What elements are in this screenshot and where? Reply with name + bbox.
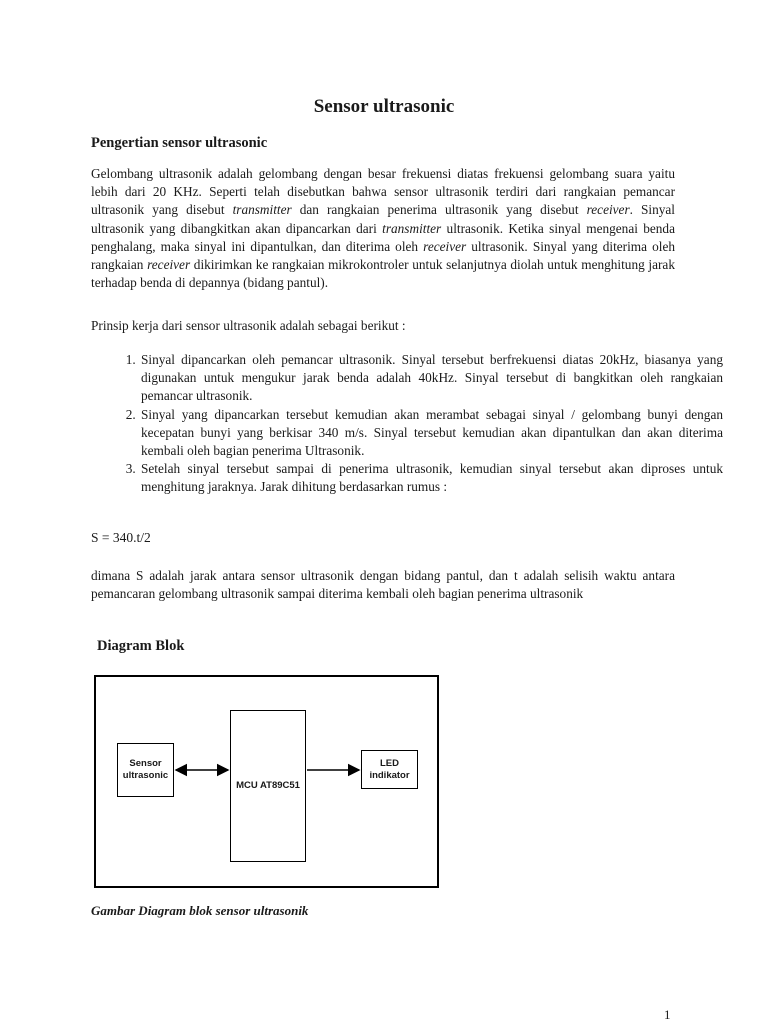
term-transmitter: transmitter bbox=[232, 202, 292, 218]
term-receiver: receiver bbox=[147, 257, 191, 273]
term-receiver: receiver bbox=[423, 238, 467, 254]
sensor-block-label: Sensor ultrasonic bbox=[122, 758, 169, 781]
list-item: 3. Setelah sinyal tersebut sampai di penerima ultrasonik, kemudian sinyal tersebut akan diproses untuk menghitung jaraknya. Jarak dihitung berdasarkan rumus : bbox=[139, 460, 723, 496]
term-transmitter: transmitter bbox=[382, 220, 442, 236]
distance-formula: S = 340.t/2 bbox=[91, 530, 151, 545]
section-heading-pengertian: Pengertian sensor ultrasonic bbox=[91, 135, 268, 151]
principle-steps-list bbox=[91, 351, 723, 497]
diagram-arrows bbox=[96, 677, 441, 890]
section-heading-diagram: Diagram Blok bbox=[97, 638, 185, 654]
page-number: 1 bbox=[664, 1007, 671, 1022]
diagram-caption: Gambar Diagram blok sensor ultrasonik bbox=[91, 903, 309, 918]
list-item: 1. Sinyal dipancarkan oleh pemancar ultrasonik. Sinyal tersebut berfrekuensi diatas 20kHz, biasanya yang digunakan untuk mengukur jarak benda adalah 40kHz. Sinyal tersebut di bangkitkan oleh rangkaian pemancar ultrasonik. bbox=[139, 351, 723, 406]
led-block-label: LED indikator bbox=[369, 757, 410, 781]
paragraph-definition: Gelombang ultrasonik adalah gelombang dengan besar frekuensi diatas frekuensi gelombang suara yaitu lebih dari 20 KHz. Seperti telah disebutkan bahwa sensor ultrasonik terdiri dari rangkaian pemancar ultrasonik yang disebut transmitter dan rangkaian penerima ultrasonik yang disebut receiver. Sinyal ultrasonik yang dibangkitkan akan dipancarkan dari transmitter ultrasonik. Ketika sinyal mengenai benda penghalang, maka sinyal ini dipantulkan, dan diterima oleh receiver ultrasonik. Sinyal yang diterima oleh rangkaian receiver dikirimkan ke rangkaian mikrokontroler untuk selanjutnya diolah untuk menghitung jarak terhadap benda di depannya (bidang pantul). bbox=[91, 166, 675, 291]
block-diagram bbox=[94, 675, 439, 888]
paragraph-principle-intro: Prinsip kerja dari sensor ultrasonik adalah sebagai berikut : bbox=[91, 318, 406, 333]
paragraph-formula-explanation: dimana S adalah jarak antara sensor ultrasonik dengan bidang pantul, dan t adalah selisih waktu antara pemancaran gelombang ultrasonik sampai diterima kembali oleh bagian penerima ultrasonik bbox=[91, 568, 675, 602]
term-receiver: receiver bbox=[586, 202, 630, 218]
mcu-block-label: MCU AT89C51 bbox=[236, 780, 300, 791]
list-item: 2. Sinyal yang dipancarkan tersebut kemudian akan merambat sebagai sinyal / gelombang bunyi dengan kecepatan bunyi yang berkisar 340 m/s. Sinyal tersebut kemudian akan dipantulkan dan akan diterima kembali oleh bagian penerima Ultrasonik. bbox=[139, 406, 723, 461]
page-title: Sensor ultrasonic bbox=[313, 96, 455, 117]
